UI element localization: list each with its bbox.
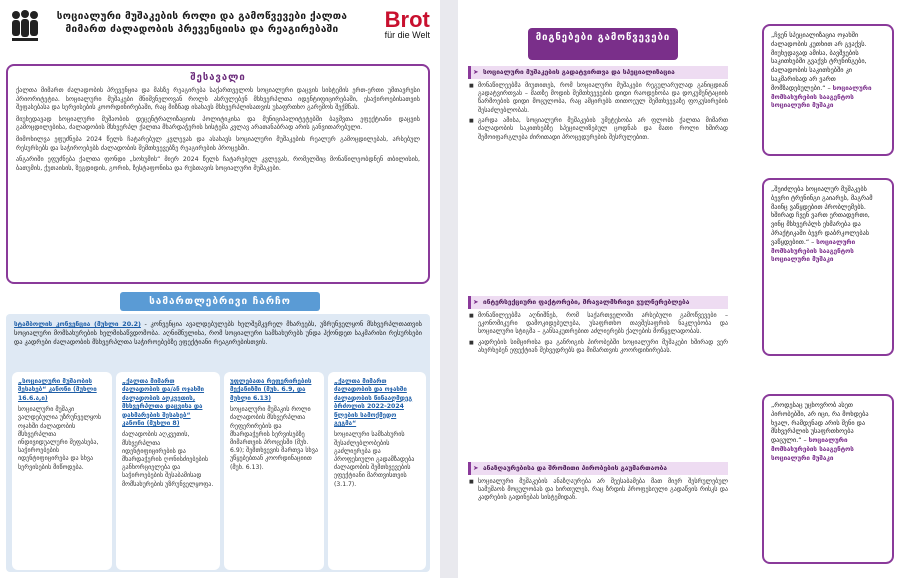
finding-bullets bbox=[468, 312, 728, 355]
arrow-right-icon: ➤ bbox=[473, 464, 479, 472]
quote-box bbox=[762, 178, 894, 356]
law-card bbox=[328, 372, 426, 570]
finding-section bbox=[468, 66, 728, 144]
law-card-heading[interactable]: „ქალთა მიმართ ძალადობის და ოჯახში ძალადობის წინააღმდეგ ბრძოლის 2022-2024 წლების სამოქმედო გეგმა“ bbox=[334, 378, 413, 428]
finding-heading: ➤ ინტერსექციური ფაქტორები, მრავალმხრივი ვულნერებლება bbox=[468, 296, 728, 309]
law-card bbox=[116, 372, 220, 570]
law-card-body: სოციალური მუშაკის როლი ძალადობის მსხვერპლთა რეფერირების და მხარდაჭერის სერვისებზე მიმართვის პროცესში (მუხ. 6.9); შემთხვევის მართვა სხვა უწყებებთან კოორდინაციით (მუხ. 6.13). bbox=[230, 406, 318, 471]
finding-section bbox=[468, 296, 728, 357]
brand-tagline: für die Welt bbox=[384, 30, 430, 40]
quote-box bbox=[762, 394, 894, 564]
brand-name: Brot bbox=[384, 7, 430, 32]
convention-text: - კონვენცია ავალდებულებს ხელშემკვრელ მხარეებს, უზრუნველყონ მსხვერპლთათვის სოციალური მომსახურების ხელმისაწვდომობა. აღნიშნულისა, რომ სოციალური სამსახურებს უნდა ჰქონდეთ საკმარისი რესურსები და კადრები ძალადობის მსხვერპლთა საჭიროებებზე ეფექტიანი რეაგირებისთვის. bbox=[14, 320, 422, 346]
intro-box bbox=[6, 64, 430, 284]
quote-box bbox=[762, 24, 894, 156]
quote-source: სოციალური მომსახურების სააგენტოს სოციალური მუშაკი bbox=[771, 238, 856, 264]
arrow-right-icon: ➤ bbox=[473, 298, 479, 306]
bullet-item: ■ მონაწილეებმა აღნიშნეს, რომ საქართველოში არსებული გამოწვევები – ეკონომიკური დამოკიდებულება, უსაფრთხო თავშესაფრის ნაკლებობა და სოციალური სტიგმა – განსაკუთრებით აძლიერებს ქალების მოწყვლადობას. bbox=[468, 312, 728, 337]
quote-text: „შეიძლება სოციალურ მუშაკებს ბევრი ტრენინგი გაიარეს, მაგრამ მაინც ვაწყდებით პრობლემებს. ხშირად ჩვენ ვართ ერთადერთი, ვინც მსხვერპლს ეხმარება და პრაქტიკაში ბევრ დაბრკოლებას ვაწყდებით.“ – bbox=[771, 186, 873, 246]
finding-bullets bbox=[468, 478, 728, 503]
quote-text: „ჩვენ სპეციალიზაცია ოჯახში ძალადობის კუთხით არ გვაქვს. მიუხედავად ამისა, ბავშვების საკითხებში გვაქვს ტრენინგები, ძალადობის საკითხებში კი საკმარისად არ ვართ მომზადებულები.“ – bbox=[771, 32, 867, 92]
law-card-body: სოციალური მუშაკი ვალდებულია უზრუნველყოს ოჯახში ძალადობის მსხვერპლთა ინდივიდუალური შეფასება, საჭიროებების იდენტიფიცირება და სხვა სერვისების მიწოდება. bbox=[18, 406, 102, 471]
finding-bullets bbox=[468, 82, 728, 142]
law-card-heading[interactable]: უფლებათა რეფერირების მექანიზმი (მუხ. 6.9, და მუხლი 6.13) bbox=[230, 378, 312, 402]
arrow-right-icon: ➤ bbox=[473, 68, 479, 76]
bullet-item: ■ სოციალური მუშაკების ანაზღაურება არ შეესაბამება მათ მიერ შესრულებულ სამუშაოს მოცულობას და სირთულეს, რაც ზრდის პროფესიული გადაწვის რისკს და კადრების გადინებას სისტემიდან. bbox=[468, 478, 728, 503]
finding-section bbox=[468, 462, 728, 505]
finding-heading: ➤ სოციალური მუშაკების გადატვირთვა და სპეციალიზაცია bbox=[468, 66, 728, 79]
law-card-heading[interactable]: „ქალთა მიმართ ძალადობის და/ან ოჯახში ძალადობის აღკვეთის, მსხვერპლთა დაცვისა და დახმარების შესახებ“ კანონი (მუხლი 8) bbox=[122, 378, 205, 428]
header bbox=[4, 6, 436, 60]
convention-link[interactable]: სტამბოლის კონვენცია (მუხლი 20.2) bbox=[14, 320, 141, 328]
people-logo-icon bbox=[8, 8, 42, 48]
quote-source: სოციალური მომსახურების სააგენტოს სოციალური მუშაკი bbox=[771, 437, 854, 462]
left-page bbox=[0, 0, 440, 578]
intro-paragraph: ანგარიში ეფუძნება ქალთა ფონდი „სოხუმის“ მიერ 2024 წელს ჩატარებულ კვლევას, რომელშიც მონაწილეობდნენ თბილისის, ბათუმის, ქუთაისის, ზუგდიდის, გორის, ზესტაფონისა და რუსთავის სოციალური მუშაკები. bbox=[16, 156, 420, 172]
right-page bbox=[458, 0, 900, 578]
legal-framework-title: სამართლებრივი ჩარჩო bbox=[120, 292, 320, 311]
findings-title: მიგნებები გამოწვევები bbox=[528, 28, 678, 60]
intro-paragraph: მიუხედავად სოციალური მუშაობის დეცენტრალიზაციის პოლიტიკისა და მუნიციპალიტეტებში ბავშვთა ეფექტიანი დაცვის გამოცდილებისა, ძალადობის მსხვერპლ ქალთა მხარდაჭერის სისტემა კვლავ არათანაბრად არის განვითარებული. bbox=[16, 115, 420, 132]
law-card-heading[interactable]: „სოციალური მუშაობის შესახებ“ კანონი (მუხლი 16.6.ა,ი) bbox=[18, 378, 97, 402]
bullet-item: ■ კადრების სიმცირისა და განრიგის პირობებში სოციალური მუშაკები ხშირად ვერ ახერხებენ ეფექტიან შეხვედრებს და მიმართვის კოორდინირებას. bbox=[468, 339, 728, 356]
intro-paragraph: ქალთა მიმართ ძალადობის პრევენცია და მასზე რეაგირება საქართველოს სოციალური დაცვის სისტემის ერთ-ერთი უმთავრესი პრიორიტეტია. სოციალური მუშაკები მნიშვნელოვან როლს ასრულებენ მსხვერპლთა იდენტიფიცირებაში, ესაჭიროებისათვის შეფასებასა და სერვისების კოორდინირებაში, რაც მიზნად ისახავს მსხვერპლისათვის უსაფრთხო გარემოს შექმნას. bbox=[16, 87, 420, 112]
law-card bbox=[12, 372, 112, 570]
finding-heading: ➤ ანაზღაურებისა და შრომითი პირობების გაუმართაობა bbox=[468, 462, 728, 475]
page-gutter bbox=[440, 0, 458, 578]
quote-text: „როდესაც უცხოვრობ ასეთ პირობებში, არ იცი, რა მოხდება ხვალ, რამდენად არის შენი და მსხვერპლის უსაფრთხოება დაცული.“ – bbox=[771, 402, 869, 445]
intro-paragraph: მიმოხილვა ეფუძნება 2024 წელს ჩატარებულ კვლევას და ასახავს სოციალური მუშაკების რეალურ გამოცდილებას, არსებულ რესურსებს და საჭიროებებს ძალადობის შემთხვევებზე რეაგირების პროცესში. bbox=[16, 135, 420, 152]
brand-logo bbox=[384, 7, 430, 40]
bullet-item: ■ მონაწილეებმა მიუთითეს, რომ სოციალური მუშაკები რეგულარულად განიცდიან გადატვირთვას – მათზე მოდის შემთხვევების დიდი რაოდენობა და დოკუმენტაციის წარმოების დიდი მოცულობა, რაც ამცირებს თითოეულ შემთხვევაზე ფოკუსირების შესაძლებლობას. bbox=[468, 82, 728, 115]
publication-title: სოციალური მუშაკების როლი და გამოწვევები ქალთა მიმართ ძალადობის პრევენციისა და რეაგირებაში bbox=[56, 11, 348, 35]
intro-title: შესავალი bbox=[190, 72, 246, 83]
law-card-body: სოციალური სამსახურის შესაძლებლობების გაძლიერება და პროფესიული გადამზადება ძალადობის შემთხვევების ეფექტიანი მართვისთვის (3.1.7). bbox=[334, 431, 415, 488]
law-card bbox=[224, 372, 324, 570]
law-card-body: ძალადობის აღკვეთის, მსხვერპლთა იდენტიფიცირების და მხარდაჭერის ღონისძიებების განხორციელება და საჭიროებების შესაბამისად მომსახურების უზრუნველყოფა. bbox=[122, 431, 214, 488]
quote-source: სოციალური მომსახურების სააგენტოს სოციალური მუშაკი bbox=[771, 84, 872, 110]
bullet-item: ■ გარდა ამისა, სოციალური მუშაკების უმეტესობა არ ფლობს ქალთა მიმართ ძალადობის საკითხებზე სპეციალიზებულ ცოდნას და მათი როლი ხშირად შემოიფარგლება ძირითადი პროცედურების შესრულებით. bbox=[468, 117, 728, 142]
legal-framework-intro bbox=[14, 320, 422, 346]
